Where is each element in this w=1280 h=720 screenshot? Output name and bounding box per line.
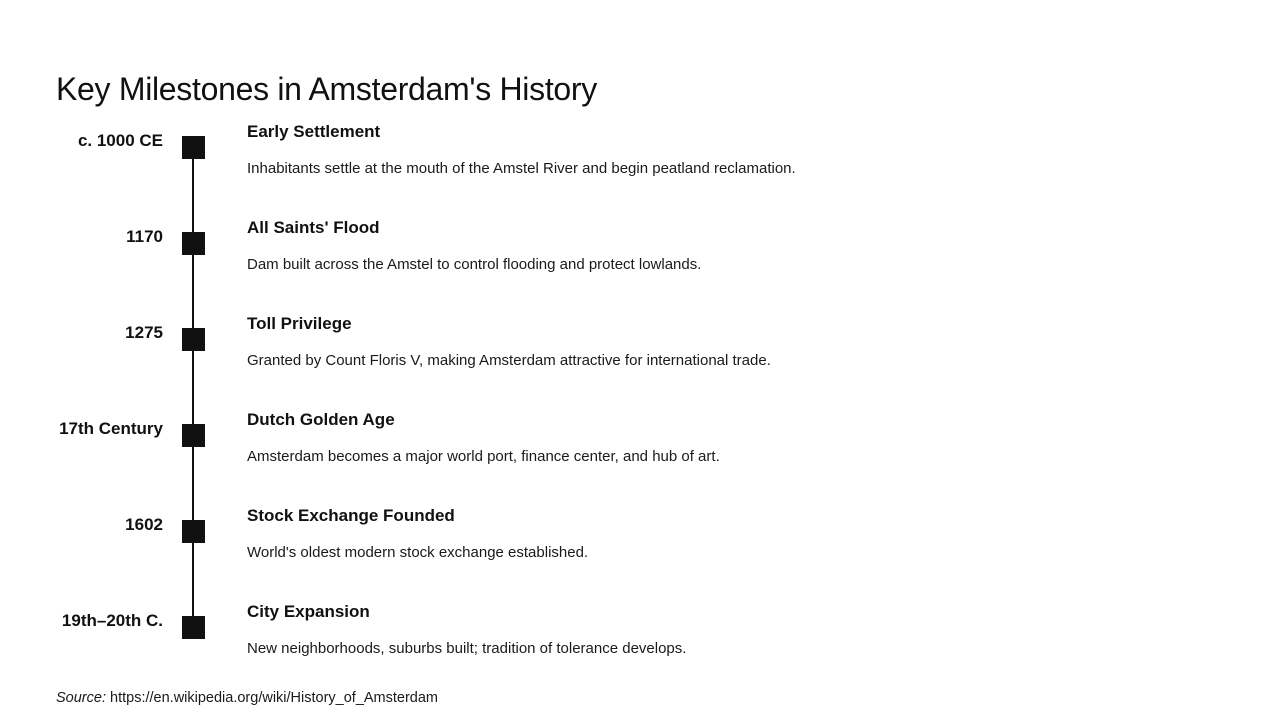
timeline-axis [163, 502, 223, 598]
timeline-axis [163, 310, 223, 406]
timeline-line [192, 310, 194, 406]
event-description: Granted by Count Floris V, making Amsterdam attractive for international trade. [247, 352, 771, 369]
timeline-axis [163, 118, 223, 214]
timeline-line [192, 154, 194, 214]
timeline-event [56, 502, 1236, 598]
timeline [56, 118, 1236, 694]
timeline-marker-icon [182, 328, 205, 351]
event-content [223, 406, 1236, 468]
timeline-event [56, 406, 1236, 502]
event-date: 19th–20th C. [61, 611, 163, 630]
event-date: 17th Century [59, 419, 163, 438]
event-title: City Expansion [247, 602, 370, 621]
timeline-event [56, 118, 1236, 214]
event-description: World's oldest modern stock exchange established. [247, 544, 589, 561]
source-caption [56, 690, 438, 706]
event-title: Early Settlement [247, 122, 381, 141]
event-description: Amsterdam becomes a major world port, finance center, and hub of art. [247, 448, 720, 465]
event-title: Dutch Golden Age [247, 410, 395, 429]
timeline-marker-icon [182, 424, 205, 447]
source-url: https://en.wikipedia.org/wiki/History_of_Amsterdam [110, 690, 439, 706]
timeline-line [192, 502, 194, 598]
timeline-line [192, 214, 194, 310]
timeline-marker-icon [182, 232, 205, 255]
timeline-event [56, 310, 1236, 406]
timeline-event [56, 598, 1236, 694]
event-description: Dam built across the Amstel to control flooding and protect lowlands. [247, 256, 702, 273]
event-date: 1170 [126, 227, 163, 246]
event-content [223, 502, 1236, 564]
event-date: c. 1000 CE [77, 131, 163, 150]
event-date: 1602 [125, 515, 163, 534]
event-title: All Saints' Flood [247, 218, 380, 237]
timeline-axis [163, 406, 223, 502]
page-title: Key Milestones in Amsterdam's History [56, 71, 597, 108]
timeline-event [56, 214, 1236, 310]
timeline-marker-icon [182, 616, 205, 639]
source-label: Source: [56, 690, 106, 706]
event-description: New neighborhoods, suburbs built; tradition of tolerance develops. [247, 640, 687, 657]
timeline-marker-icon [182, 136, 205, 159]
event-content [223, 214, 1236, 276]
event-content [223, 310, 1236, 372]
timeline-axis [163, 214, 223, 310]
timeline-line [192, 406, 194, 502]
event-content [223, 598, 1236, 660]
event-title: Toll Privilege [247, 314, 352, 333]
timeline-axis [163, 598, 223, 694]
timeline-marker-icon [182, 520, 205, 543]
event-content [223, 118, 1236, 180]
event-date: 1275 [125, 323, 163, 342]
event-title: Stock Exchange Founded [247, 506, 455, 525]
event-description: Inhabitants settle at the mouth of the Amstel River and begin peatland reclamation. [247, 160, 796, 177]
